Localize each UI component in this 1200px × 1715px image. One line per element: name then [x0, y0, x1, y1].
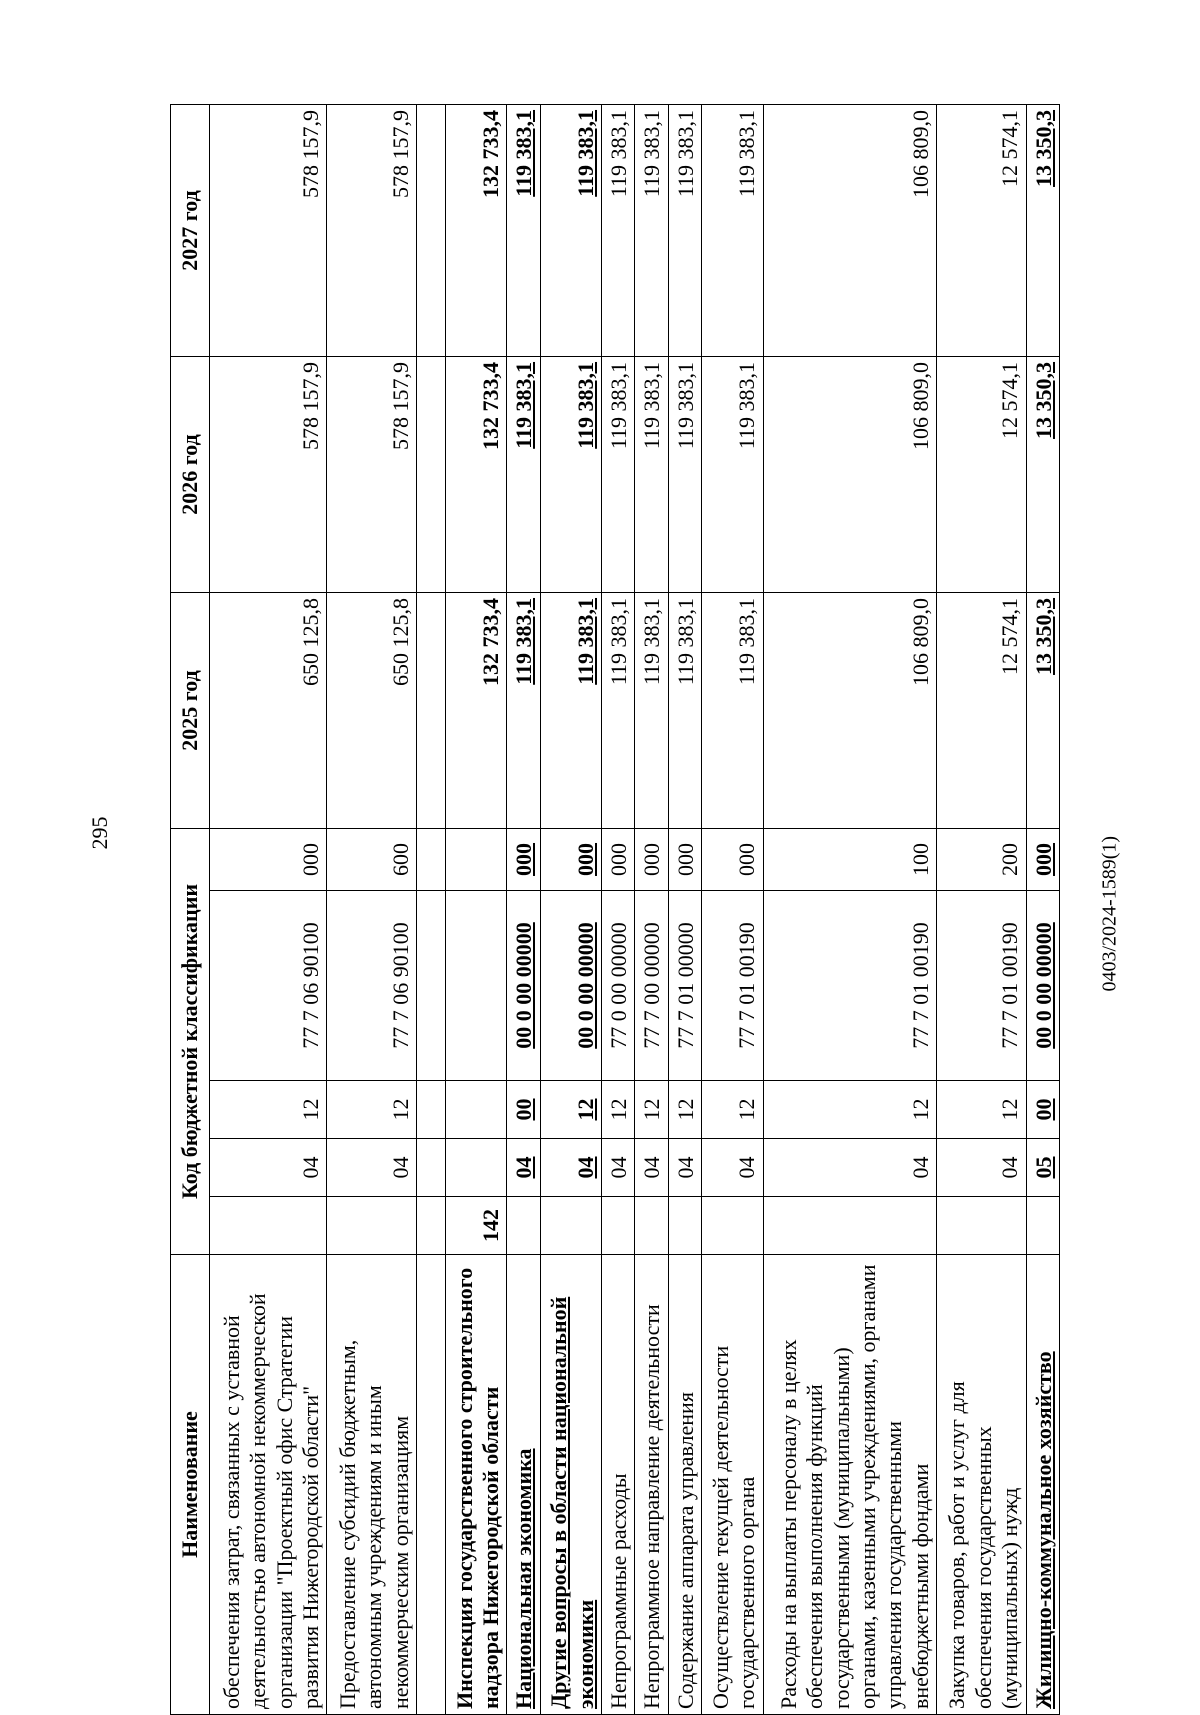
cell-vr: 200 [937, 828, 1026, 890]
cell-vr: 100 [763, 828, 937, 890]
budget-table-container [170, 105, 1060, 1715]
table-row [445, 104, 506, 1714]
header-2026: 2026 год [171, 356, 210, 592]
cell-name: Инспекция государственного строительного надзора Нижегородской области [445, 1255, 506, 1715]
cell-y2027 [416, 104, 445, 356]
cell-ved [702, 1197, 763, 1255]
cell-ved [507, 1197, 540, 1255]
cell-y2027: 119 383,1 [702, 104, 763, 356]
cell-ved [763, 1197, 937, 1255]
cell-csr: 77 0 00 00000 [602, 891, 635, 1081]
cell-csr: 77 7 00 00000 [635, 891, 668, 1081]
cell-rz [445, 1139, 506, 1197]
table-row [1026, 104, 1059, 1714]
cell-name: Жилищно-коммунальное хозяйство [1026, 1255, 1059, 1715]
cell-y2025: 106 809,0 [763, 592, 937, 828]
cell-rz: 04 [937, 1139, 1026, 1197]
cell-name: Предоставление субсидий бюджетным, автономным учреждениям и иным некоммерческим организациям [327, 1255, 416, 1715]
cell-y2026: 119 383,1 [702, 356, 763, 592]
cell-pr [445, 1081, 506, 1139]
table-row [937, 104, 1026, 1714]
cell-y2025: 119 383,1 [540, 592, 601, 828]
cell-rz: 04 [602, 1139, 635, 1197]
header-code-group: Код бюджетной классификации [171, 828, 210, 1254]
cell-y2026: 119 383,1 [668, 356, 701, 592]
header-2025: 2025 год [171, 592, 210, 828]
cell-name: Непрограммное направление деятельности [635, 1255, 668, 1715]
table-row [763, 104, 937, 1714]
table-row [668, 104, 701, 1714]
cell-y2025: 650 125,8 [327, 592, 416, 828]
header-name: Наименование [171, 1255, 210, 1715]
cell-y2026: 119 383,1 [507, 356, 540, 592]
cell-pr: 12 [635, 1081, 668, 1139]
cell-name [416, 1255, 445, 1715]
cell-pr: 12 [763, 1081, 937, 1139]
cell-name: Расходы на выплаты персоналу в целях обеспечения выполнения функций государственными (муниципальными) органами, казенными учреждениями, органами управления государственными внебюджетными фондами [763, 1255, 937, 1715]
cell-y2025: 132 733,4 [445, 592, 506, 828]
cell-pr: 12 [668, 1081, 701, 1139]
cell-y2026: 119 383,1 [540, 356, 601, 592]
cell-csr [445, 891, 506, 1081]
cell-rz: 05 [1026, 1139, 1059, 1197]
cell-pr: 00 [1026, 1081, 1059, 1139]
cell-pr: 12 [602, 1081, 635, 1139]
cell-y2026: 578 157,9 [327, 356, 416, 592]
cell-vr: 000 [1026, 828, 1059, 890]
table-row [210, 104, 327, 1714]
cell-vr: 000 [507, 828, 540, 890]
cell-y2025: 12 574,1 [937, 592, 1026, 828]
cell-y2027: 119 383,1 [668, 104, 701, 356]
cell-y2027: 119 383,1 [540, 104, 601, 356]
cell-ved [210, 1197, 327, 1255]
table-row [416, 104, 445, 1714]
cell-rz: 04 [702, 1139, 763, 1197]
cell-y2025: 13 350,3 [1026, 592, 1059, 828]
table-header-row [171, 104, 210, 1714]
cell-csr: 77 7 06 90100 [327, 891, 416, 1081]
cell-y2025: 119 383,1 [602, 592, 635, 828]
cell-y2027: 106 809,0 [763, 104, 937, 356]
cell-y2025 [416, 592, 445, 828]
cell-csr: 00 0 00 00000 [507, 891, 540, 1081]
cell-rz: 04 [635, 1139, 668, 1197]
cell-csr: 00 0 00 00000 [1026, 891, 1059, 1081]
cell-vr: 000 [635, 828, 668, 890]
cell-csr: 77 7 01 00190 [937, 891, 1026, 1081]
cell-vr: 000 [702, 828, 763, 890]
cell-csr: 77 7 01 00000 [668, 891, 701, 1081]
cell-name: Другие вопросы в области национальной экономики [540, 1255, 601, 1715]
cell-y2027: 119 383,1 [507, 104, 540, 356]
cell-rz: 04 [210, 1139, 327, 1197]
cell-rz [416, 1139, 445, 1197]
cell-y2025: 119 383,1 [668, 592, 701, 828]
cell-y2025: 119 383,1 [635, 592, 668, 828]
cell-vr: 000 [602, 828, 635, 890]
cell-ved [635, 1197, 668, 1255]
cell-y2025: 119 383,1 [507, 592, 540, 828]
cell-ved [540, 1197, 601, 1255]
cell-ved [327, 1197, 416, 1255]
cell-ved: 142 [445, 1197, 506, 1255]
table-row [635, 104, 668, 1714]
cell-name: Закупка товаров, работ и услуг для обеспечения государственных (муниципальных) нужд [937, 1255, 1026, 1715]
cell-name: Национальная экономика [507, 1255, 540, 1715]
cell-vr: 000 [210, 828, 327, 890]
cell-vr [445, 828, 506, 890]
cell-rz: 04 [763, 1139, 937, 1197]
cell-y2026: 119 383,1 [635, 356, 668, 592]
cell-y2027: 119 383,1 [602, 104, 635, 356]
document-code: 0403/2024-1589(1) [1098, 835, 1121, 992]
cell-csr [416, 891, 445, 1081]
cell-rz: 04 [507, 1139, 540, 1197]
cell-pr: 12 [327, 1081, 416, 1139]
cell-vr: 600 [327, 828, 416, 890]
table-body [210, 104, 1060, 1714]
cell-csr: 77 7 01 00190 [702, 891, 763, 1081]
cell-csr: 77 7 06 90100 [210, 891, 327, 1081]
cell-y2027: 578 157,9 [210, 104, 327, 356]
cell-csr: 00 0 00 00000 [540, 891, 601, 1081]
cell-name: обеспечения затрат, связанных с уставной деятельностью автономной некоммерческой организации "Проектный офис Стратегии развития Нижегородской области" [210, 1255, 327, 1715]
cell-ved [602, 1197, 635, 1255]
cell-pr: 12 [540, 1081, 601, 1139]
cell-y2025: 650 125,8 [210, 592, 327, 828]
cell-name: Содержание аппарата управления [668, 1255, 701, 1715]
cell-ved [1026, 1197, 1059, 1255]
cell-y2027: 119 383,1 [635, 104, 668, 356]
table-row [702, 104, 763, 1714]
cell-y2027: 12 574,1 [937, 104, 1026, 356]
cell-y2026: 106 809,0 [763, 356, 937, 592]
table-row [540, 104, 601, 1714]
cell-vr: 000 [668, 828, 701, 890]
table-row [507, 104, 540, 1714]
page-number: 295 [87, 816, 112, 850]
budget-table [170, 104, 1060, 1715]
cell-y2026: 132 733,4 [445, 356, 506, 592]
cell-y2026: 578 157,9 [210, 356, 327, 592]
cell-y2026: 119 383,1 [602, 356, 635, 592]
header-2027: 2027 год [171, 104, 210, 356]
cell-csr: 77 7 01 00190 [763, 891, 937, 1081]
table-row [602, 104, 635, 1714]
cell-vr [416, 828, 445, 890]
cell-rz: 04 [327, 1139, 416, 1197]
cell-ved [668, 1197, 701, 1255]
cell-rz: 04 [668, 1139, 701, 1197]
cell-y2026: 13 350,3 [1026, 356, 1059, 592]
table-row [327, 104, 416, 1714]
cell-y2027: 578 157,9 [327, 104, 416, 356]
cell-pr: 12 [210, 1081, 327, 1139]
cell-pr [416, 1081, 445, 1139]
cell-name: Непрограммные расходы [602, 1255, 635, 1715]
cell-pr: 12 [937, 1081, 1026, 1139]
cell-y2025: 119 383,1 [702, 592, 763, 828]
cell-pr: 12 [702, 1081, 763, 1139]
cell-y2027: 132 733,4 [445, 104, 506, 356]
cell-ved [937, 1197, 1026, 1255]
cell-y2027: 13 350,3 [1026, 104, 1059, 356]
cell-name: Осуществление текущей деятельности государственного органа [702, 1255, 763, 1715]
cell-y2026 [416, 356, 445, 592]
cell-vr: 000 [540, 828, 601, 890]
cell-rz: 04 [540, 1139, 601, 1197]
cell-pr: 00 [507, 1081, 540, 1139]
cell-y2026: 12 574,1 [937, 356, 1026, 592]
cell-ved [416, 1197, 445, 1255]
